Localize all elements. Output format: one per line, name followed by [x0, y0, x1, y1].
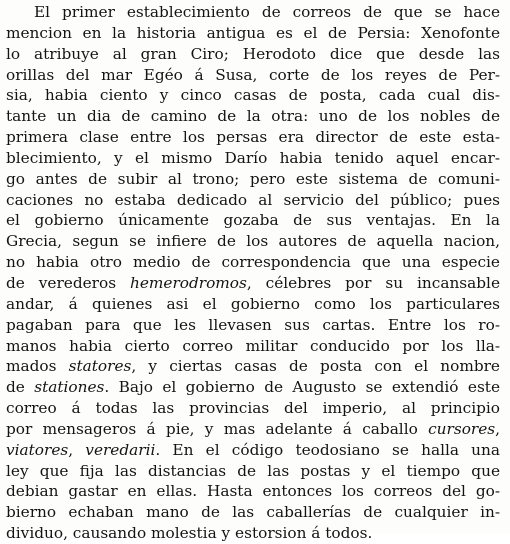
- text-run: Grecia, segun se infiere de los autores de aquella nacion,: [6, 232, 500, 251]
- text-run: pagaban para que les llevasen sus cartas. Entre los ro-: [6, 315, 500, 334]
- text-run: bierno echaban mano de las caballerías de cualquier in-: [6, 503, 500, 522]
- text-run: mencion en la historia antigua es el de Persia: Xenofonte: [6, 23, 500, 42]
- text-line: [6, 502, 500, 523]
- text-run: correo á todas las provincias del imperio, al principio: [6, 399, 500, 418]
- text-line: [6, 315, 500, 336]
- text-run: por mensageros á pie, y mas adelante á caballo: [6, 419, 429, 438]
- text-run: blecimiento, y el mismo Darío habia tenido aquel encar-: [6, 148, 500, 167]
- text-line: [6, 481, 500, 502]
- text-run: , y ciertas casas de posta con el nombre: [131, 357, 500, 376]
- text-line: [6, 273, 500, 294]
- text-line: [6, 419, 500, 440]
- italic-term: viatores: [6, 440, 69, 459]
- text-run: ,: [495, 419, 500, 438]
- text-line: [6, 2, 500, 23]
- text-run: , célebres por su incansable: [246, 273, 500, 292]
- text-line: [6, 356, 500, 377]
- text-run: primera clase entre los persas era director de este esta-: [6, 128, 500, 147]
- italic-term: stationes: [34, 378, 105, 397]
- italic-term: veredarii: [85, 440, 156, 459]
- text-run: tante un dia de camino de la otra: uno de los nobles de: [6, 107, 500, 126]
- text-line: [6, 461, 500, 482]
- text-run: no habia otro medio de correspondencia que una especie: [6, 253, 500, 272]
- text-run: ,: [68, 440, 86, 459]
- text-run: . En el código teodosiano se halla una: [155, 440, 500, 459]
- text-line: [6, 294, 500, 315]
- text-run: dividuo, causando molestia y estorsion á todos.: [6, 524, 373, 543]
- text-line: [6, 65, 500, 86]
- text-line: [6, 169, 500, 190]
- text-line: [6, 210, 500, 231]
- body-paragraph: [6, 2, 500, 544]
- text-run: mados: [6, 357, 69, 376]
- text-line: [6, 23, 500, 44]
- text-line: [6, 377, 500, 398]
- text-run: manos habia cierto correo militar conducido por los lla-: [6, 336, 500, 355]
- text-run: caciones no estaba dedicado al servicio del público; pues: [6, 190, 500, 209]
- text-line: [6, 127, 500, 148]
- text-line: [6, 190, 500, 211]
- text-line: [6, 148, 500, 169]
- text-run: debian gastar en ellas. Hasta entonces los correos del go-: [6, 482, 500, 501]
- text-line: [6, 44, 500, 65]
- text-line: [6, 252, 500, 273]
- text-run: ley que fija las distancias de las postas y el tiempo que: [6, 461, 500, 480]
- text-line: [6, 106, 500, 127]
- text-run: de: [6, 378, 35, 397]
- text-run: sia, habia ciento y cinco casas de posta, cada cual dis-: [6, 86, 500, 105]
- text-line: [6, 231, 500, 252]
- text-line: [6, 336, 500, 357]
- italic-term: cursores: [428, 419, 496, 438]
- text-run: de verederos: [6, 273, 130, 292]
- text-run: . Bajo el gobierno de Augusto se extendió este: [104, 378, 500, 397]
- text-run: go antes de subir al trono; pero este sistema de comuni-: [6, 169, 500, 188]
- text-line: [6, 440, 500, 461]
- text-run: orillas del mar Egéo á Susa, corte de los reyes de Per-: [6, 65, 500, 84]
- text-run: el gobierno únicamente gozaba de sus ventajas. En la: [6, 211, 500, 230]
- text-run: lo atribuye al gran Ciro; Herodoto dice que desde las: [6, 44, 500, 63]
- text-run: andar, á quienes asi el gobierno como los particulares: [6, 294, 500, 313]
- text-line: [6, 398, 500, 419]
- text-run: El primer establecimiento de correos de que se hace: [34, 3, 500, 21]
- italic-term: hemerodromos: [129, 273, 247, 292]
- text-line: [6, 85, 500, 106]
- italic-term: statores: [68, 357, 132, 376]
